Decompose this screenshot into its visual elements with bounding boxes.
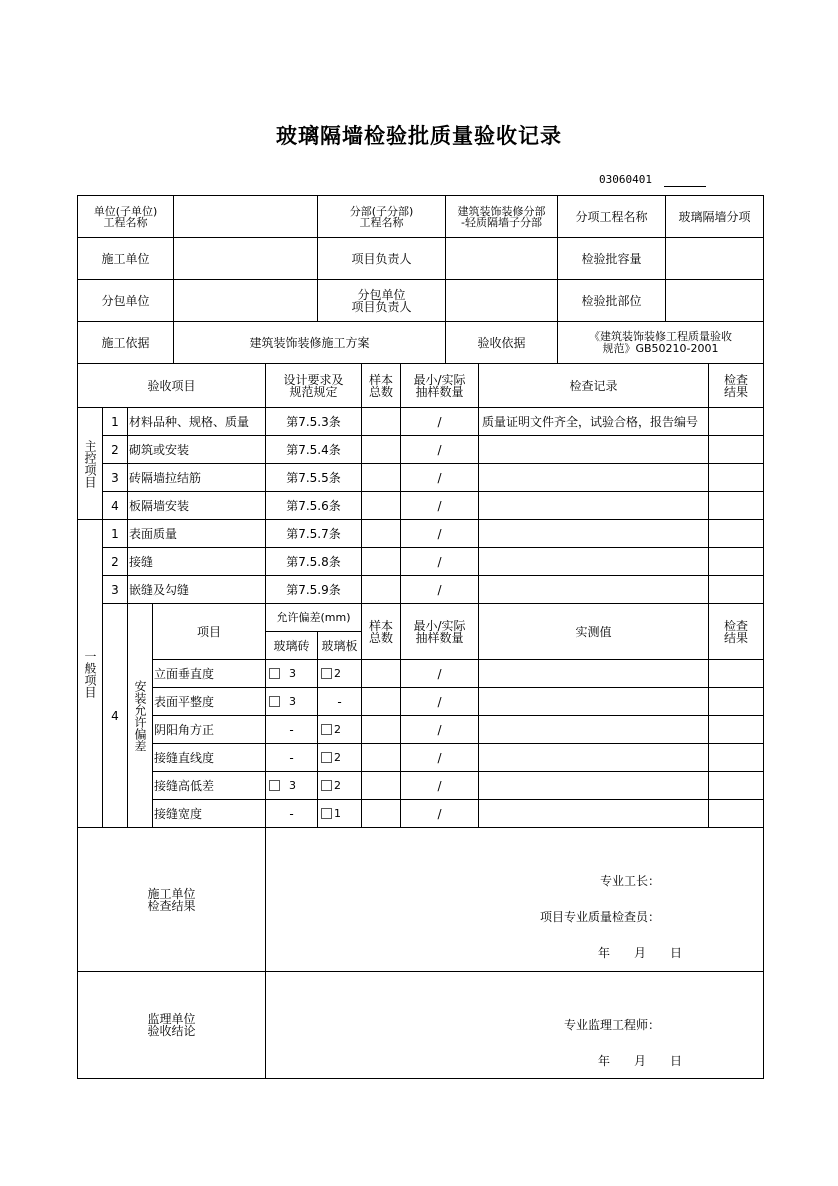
general-item-number: 1	[111, 526, 119, 541]
main-item-number: 3	[111, 470, 119, 485]
division-name-value: 建筑装饰装修分部 -轻质隔墙子分部	[457, 204, 546, 229]
batch-location-label: 检验批部位	[581, 293, 642, 308]
glass-panel-tolerance: 2	[334, 778, 341, 792]
tolerance-item-name: 立面垂直度	[154, 666, 215, 681]
col-design: 设计要求及 规范规定	[283, 372, 344, 399]
main-item-clause: 第7.5.5条	[286, 470, 341, 485]
col-result: 检查 结果	[723, 372, 748, 399]
tolerance-item-name: 接缝直线度	[154, 750, 215, 765]
main-item-slash: /	[437, 442, 442, 457]
col-min-actual: 最小/实际 抽样数量	[413, 372, 466, 399]
general-item-name: 接缝	[129, 554, 154, 569]
main-item-slash: /	[437, 470, 442, 485]
general-item-number: 3	[111, 582, 119, 597]
unit-name-label: 单位(子单位) 工程名称	[93, 204, 158, 229]
main-item-slash: /	[437, 498, 442, 513]
glass-brick-value	[266, 744, 317, 771]
glass-brick-tolerance: 3	[289, 666, 296, 680]
tolerance-item-name: 接缝宽度	[154, 806, 203, 821]
glass-panel-tolerance: -	[337, 694, 342, 709]
main-item-record	[482, 464, 708, 491]
acceptance-basis-label: 验收依据	[477, 335, 526, 350]
glass-brick-tolerance: -	[289, 750, 294, 765]
tolerance-min-actual-header: 最小/实际 抽样数量	[413, 618, 466, 645]
tolerance-item-slash: /	[437, 666, 442, 681]
main-item-number: 4	[111, 498, 119, 513]
tolerance-sample-header: 样本 总数	[368, 618, 393, 645]
glass-brick-value	[266, 772, 317, 799]
glass-brick-header: 玻璃砖	[273, 638, 310, 653]
acceptance-basis-value: 《建筑装饰装修工程质量验收 规范》GB50210-2001	[589, 329, 732, 355]
glass-panel-value	[318, 772, 361, 799]
main-item-record	[482, 436, 708, 463]
unit-name-value	[174, 196, 317, 237]
batch-capacity-label: 检验批容量	[581, 251, 642, 266]
checkbox[interactable]	[321, 668, 332, 679]
supervisor-date: 年 月 日	[597, 1054, 682, 1068]
general-item-name: 表面质量	[129, 526, 178, 541]
glass-brick-tolerance: 3	[289, 778, 296, 792]
col-item: 验收项目	[147, 378, 196, 393]
sub-manager-label: 分包单位 项目负责人	[351, 287, 412, 314]
tolerance-group-label: 安装允许偏差	[133, 679, 147, 752]
main-item-slash: /	[437, 414, 442, 429]
checkbox[interactable]	[269, 780, 280, 791]
tolerance-item-name: 接缝高低差	[154, 778, 215, 793]
subitem-value: 玻璃隔墙分项	[678, 209, 751, 224]
tolerance-item-slash: /	[437, 750, 442, 765]
main-item-record	[482, 492, 708, 519]
main-control-group-label: 主控项目	[83, 439, 97, 488]
general-item-number: 2	[111, 554, 119, 569]
general-item-name: 嵌缝及勾缝	[129, 582, 190, 597]
supervisor-check-label: 监理单位 验收结论	[147, 1012, 196, 1038]
tolerance-result-header: 检查 结果	[723, 618, 748, 645]
general-group-label: 一般项目	[83, 649, 97, 698]
checkbox[interactable]	[321, 808, 332, 819]
glass-panel-header: 玻璃板	[321, 638, 358, 653]
glass-brick-tolerance: -	[289, 806, 294, 821]
tolerance-item-header: 项目	[196, 624, 221, 639]
page-title: 玻璃隔墙检验批质量验收记录	[276, 123, 562, 148]
glass-brick-value	[266, 800, 317, 827]
contractor-label: 施工单位	[101, 251, 150, 266]
main-item-name: 砖隔墙拉结筋	[129, 470, 202, 485]
glass-brick-value	[266, 688, 317, 715]
tolerance-item-name: 阴阳角方正	[154, 722, 215, 737]
division-name-label: 分部(子分部) 工程名称	[349, 204, 414, 229]
subitem-label: 分项工程名称	[575, 209, 648, 224]
checkbox[interactable]	[269, 668, 280, 679]
col-record: 检查记录	[569, 378, 618, 393]
glass-brick-tolerance: -	[289, 722, 294, 737]
tolerance-item-slash: /	[437, 722, 442, 737]
basis-value: 建筑装饰装修施工方案	[249, 335, 370, 350]
form-code: 03060401	[599, 173, 652, 186]
contractor-date: 年 月 日	[597, 946, 682, 960]
main-item-name: 材料品种、规格、质量	[129, 414, 250, 429]
tolerance-item-number: 4	[111, 708, 119, 723]
checkbox[interactable]	[321, 752, 332, 763]
tolerance-header: 允许偏差(mm)	[276, 610, 351, 624]
main-item-name: 板隔墙安装	[129, 498, 190, 513]
subcontractor-label: 分包单位	[101, 293, 150, 308]
main-item-number: 2	[111, 442, 119, 457]
main-item-name: 砌筑或安装	[129, 442, 190, 457]
general-item-slash: /	[437, 526, 442, 541]
glass-panel-value	[318, 800, 361, 827]
glass-brick-tolerance: 3	[289, 694, 296, 708]
glass-panel-tolerance: 2	[334, 722, 341, 736]
general-item-clause: 第7.5.8条	[286, 554, 341, 569]
general-item-clause: 第7.5.7条	[286, 526, 341, 541]
measured-values-header: 实测值	[575, 624, 612, 639]
glass-brick-value	[266, 716, 317, 743]
checkbox[interactable]	[321, 724, 332, 735]
glass-panel-tolerance: 2	[334, 666, 341, 680]
main-item-clause: 第7.5.4条	[286, 442, 341, 457]
col-sample-total: 样本 总数	[368, 372, 393, 399]
glass-panel-value	[318, 688, 361, 715]
tolerance-item-name: 表面平整度	[154, 694, 215, 709]
general-item-slash: /	[437, 554, 442, 569]
glass-panel-value	[318, 716, 361, 743]
glass-panel-value	[318, 744, 361, 771]
quality-inspector-label: 项目专业质量检查员：	[539, 910, 660, 924]
contractor-check-label: 施工单位 检查结果	[147, 886, 196, 913]
checkbox[interactable]	[321, 780, 332, 791]
main-item-clause: 第7.5.3条	[286, 414, 341, 429]
glass-panel-value	[318, 660, 361, 687]
supervising-engineer-label: 专业监理工程师：	[563, 1018, 660, 1032]
checkbox[interactable]	[269, 696, 280, 707]
project-manager-label: 项目负责人	[351, 251, 412, 266]
glass-panel-tolerance: 2	[334, 750, 341, 764]
main-item-record: 质量证明文件齐全，试验合格，报告编号	[482, 414, 699, 429]
glass-brick-value	[266, 660, 317, 687]
general-item-clause: 第7.5.9条	[286, 582, 341, 597]
foreman-label: 专业工长：	[599, 874, 660, 888]
glass-panel-tolerance: 1	[334, 806, 341, 820]
basis-label: 施工依据	[101, 335, 150, 350]
tolerance-item-slash: /	[437, 694, 442, 709]
tolerance-item-slash: /	[437, 778, 442, 793]
main-item-clause: 第7.5.6条	[286, 498, 341, 513]
main-item-number: 1	[111, 414, 119, 429]
tolerance-item-slash: /	[437, 806, 442, 821]
general-item-slash: /	[437, 582, 442, 597]
